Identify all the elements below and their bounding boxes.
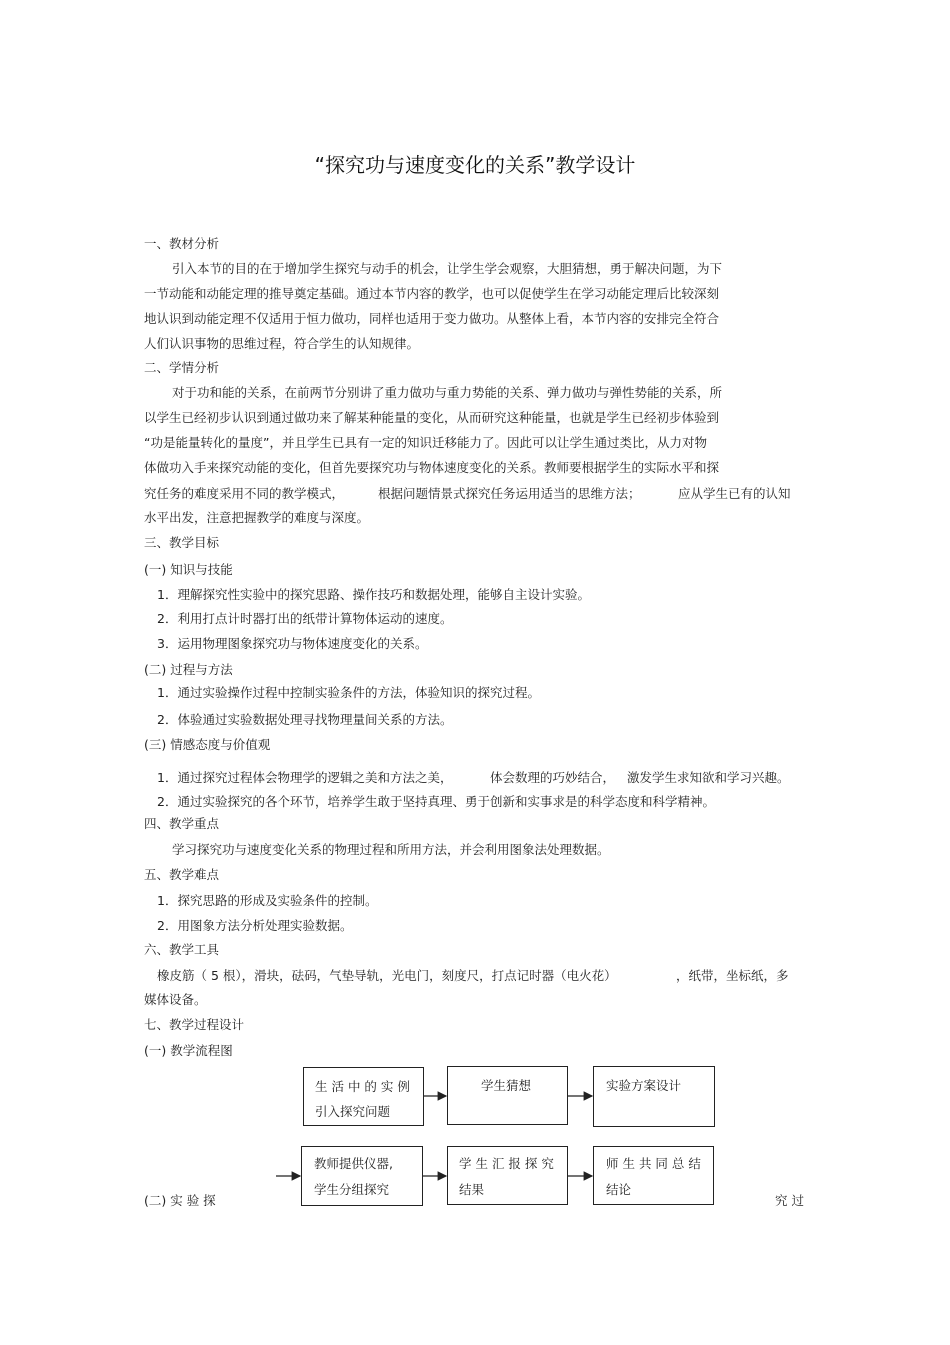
subheading-experiment-process-cont: 究 过	[775, 1193, 804, 1208]
list-item: 1．探究思路的形成及实验条件的控制。	[157, 893, 378, 908]
section-heading-teaching-goals: 三、教学目标	[144, 535, 220, 550]
paragraph-line: “功是能量转化的量度”，并且学生已具有一定的知识迁移能力了。因此可以让学生通过类比，从力对物	[144, 435, 707, 450]
flow-box-text: 学生分组探究	[314, 1182, 390, 1197]
paragraph-line: 引入本节的目的在于增加学生探究与动手的机会，让学生学会观察，大胆猜想，勇于解决问题，为下	[172, 261, 723, 276]
paragraph-line-part: 根据问题情景式探究任务运用适当的思维方法；	[378, 486, 641, 501]
paragraph-line: 水平出发，注意把握教学的难度与深度。	[144, 510, 370, 525]
subheading-attitudes-values: (三) 情感态度与价值观	[144, 737, 271, 752]
flow-box-text: 师 生 共 同 总 结	[606, 1156, 701, 1171]
flow-box-text: 学生猜想	[481, 1078, 532, 1093]
paragraph-line: 学习探究功与速度变化关系的物理过程和所用方法，并会利用图象法处理数据。	[172, 842, 610, 857]
list-item-part: 激发学生求知欲和学习兴趣。	[627, 770, 790, 785]
flow-box-teacher-provides	[301, 1146, 423, 1206]
paragraph-line: 一节动能和动能定理的推导奠定基础。通过本节内容的教学，也可以促使学生在学习动能定理后比较深刻	[144, 286, 720, 301]
paragraph-line: 体做功入手来探究动能的变化，但首先要探究功与物体速度变化的关系。教师要根据学生的实际水平和探	[144, 460, 720, 475]
paragraph-line-part: 橡皮筋（ 5 根），滑块，砝码，气垫导轨，光电门，刻度尺，打点记时器（电火花）	[157, 968, 617, 983]
list-item: 2．通过实验探究的各个环节，培养学生敢于坚持真理、勇于创新和实事求是的科学态度和科学精神。	[157, 794, 715, 809]
section-heading-student-analysis: 二、学情分析	[144, 360, 220, 375]
flow-box-text: 教师提供仪器,	[314, 1156, 393, 1171]
paragraph-line-part: 应从学生已有的认知	[678, 486, 791, 501]
subheading-experiment-process: (二) 实 验 探	[144, 1193, 216, 1208]
flow-box-text: 生 活 中 的 实 例	[315, 1079, 410, 1094]
list-item: 2．用图象方法分析处理实验数据。	[157, 918, 353, 933]
page-title: “探究功与速度变化的关系”教学设计	[314, 153, 636, 177]
list-item-part: 体会数理的巧妙结合，	[490, 770, 616, 785]
paragraph-line-part: 究任务的难度采用不同的教学模式，	[144, 486, 345, 501]
flow-box-text: 实验方案设计	[606, 1078, 682, 1093]
list-item: 2．利用打点计时器打出的纸带计算物体运动的速度。	[157, 611, 453, 626]
subheading-flow-chart: (一) 教学流程图	[144, 1043, 233, 1058]
list-item: 1．理解探究性实验中的探究思路、操作技巧和数据处理，能够自主设计实验。	[157, 587, 590, 602]
flow-box-text: 结果	[459, 1182, 485, 1197]
flow-box-experiment-design	[593, 1066, 715, 1127]
flow-box-student-report	[447, 1146, 568, 1205]
flow-box-student-guess	[447, 1066, 568, 1125]
flow-box-real-life-examples	[303, 1067, 424, 1126]
flow-box-text: 引入探究问题	[315, 1104, 391, 1119]
paragraph-line: 人们认识事物的思维过程，符合学生的认知规律。	[144, 336, 420, 351]
paragraph-line: 媒体设备。	[144, 992, 207, 1007]
list-item: 1．通过实验操作过程中控制实验条件的方法，体验知识的探究过程。	[157, 685, 540, 700]
paragraph-line-part: ，纸带，坐标纸，多	[676, 968, 789, 983]
section-heading-textbook-analysis: 一、教材分析	[144, 236, 220, 251]
list-item: 3．运用物理图象探究功与物体速度变化的关系。	[157, 636, 428, 651]
flow-box-joint-summary	[593, 1146, 714, 1205]
paragraph-line: 对于功和能的关系，在前两节分别讲了重力做功与重力势能的关系、弹力做功与弹性势能的关系，所	[172, 385, 723, 400]
list-item: 2．体验通过实验数据处理寻找物理量间关系的方法。	[157, 712, 453, 727]
flow-box-text: 学 生 汇 报 探 究	[459, 1156, 554, 1171]
subheading-process-methods: (二) 过程与方法	[144, 662, 233, 677]
section-heading-difficulties: 五、教学难点	[144, 867, 220, 882]
section-heading-key-points: 四、教学重点	[144, 816, 220, 831]
flow-box-text: 结论	[606, 1182, 632, 1197]
paragraph-line: 地认识到动能定理不仅适用于恒力做功，同样也适用于变力做功。从整体上看，本节内容的安排完全符合	[144, 311, 720, 326]
list-item-part: 1．通过探究过程体会物理学的逻辑之美和方法之美，	[157, 770, 453, 785]
subheading-knowledge-skills: (一) 知识与技能	[144, 562, 233, 577]
section-heading-teaching-process: 七、教学过程设计	[144, 1017, 245, 1032]
paragraph-line: 以学生已经初步认识到通过做功来了解某种能量的变化，从而研究这种能量，也就是学生已经初步体验到	[144, 410, 720, 425]
section-heading-teaching-tools: 六、教学工具	[144, 942, 220, 957]
